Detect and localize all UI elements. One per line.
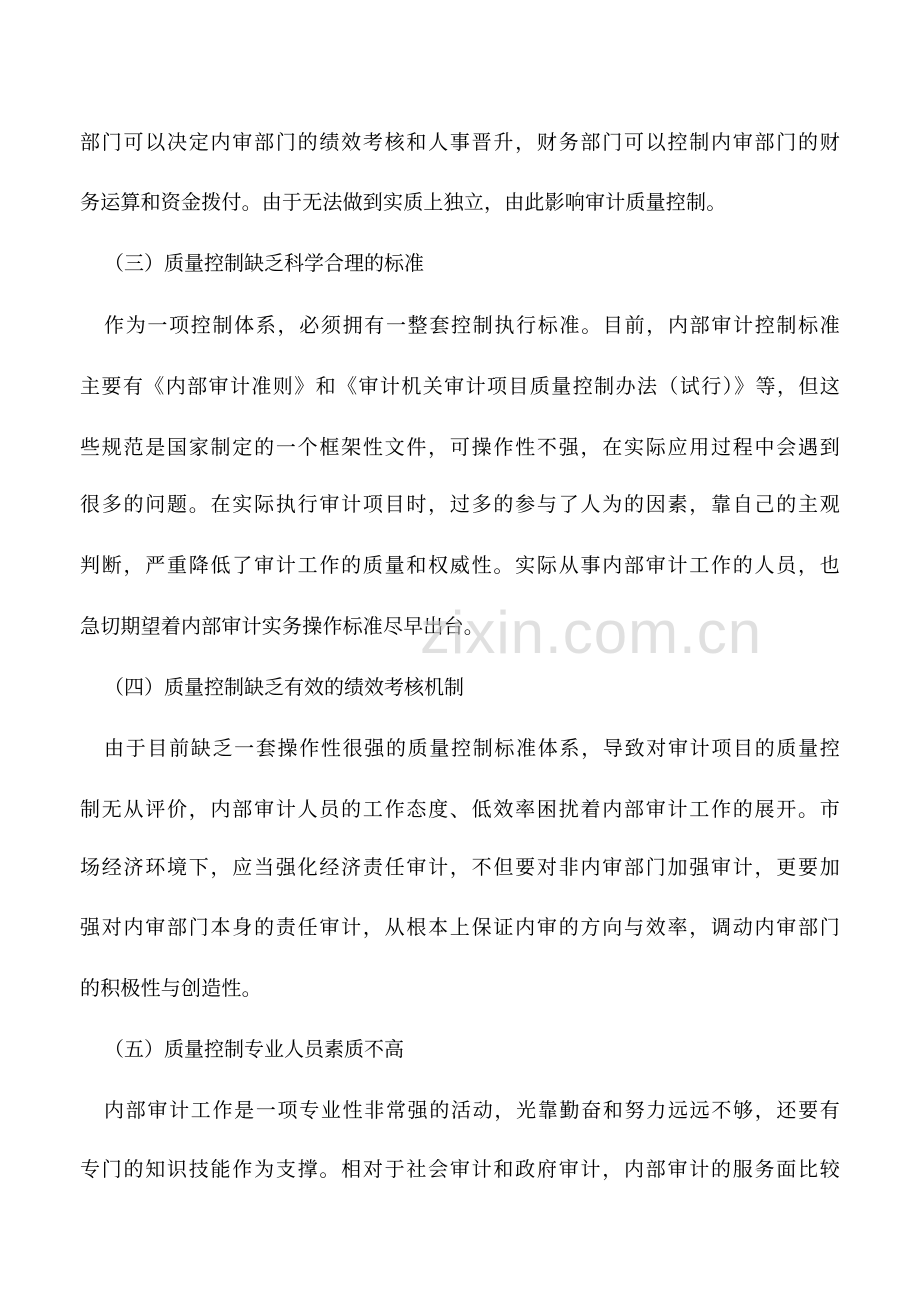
paragraph-2-line-3: 些规范是国家制定的一个框架性文件，可操作性不强，在实际应用过程中会遇到: [80, 435, 840, 459]
paragraph-2-line-2: 主要有《内部审计准则》和《审计机关审计项目质量控制办法（试行）》等，但这: [80, 374, 840, 398]
paragraph-2-line-1: 作为一项控制体系，必须拥有一整套控制执行标准。目前，内部审计控制标准: [104, 313, 840, 337]
paragraph-4-line-1: 内部审计工作是一项专业性非常强的活动，光靠勤奋和努力远远不够，还要有: [104, 1098, 840, 1122]
section-heading-5: （五）质量控制专业人员素质不高: [104, 1037, 404, 1061]
section-heading-3: （三）质量控制缺乏科学合理的标准: [104, 251, 424, 275]
watermark: zixin.com.cn: [420, 599, 763, 666]
paragraph-3-line-3: 场经济环境下，应当强化经济责任审计，不但要对非内审部门加强审计，更要加: [80, 855, 840, 879]
paragraph-3-line-2: 制无从评价，内部审计人员的工作态度、低效率困扰着内部审计工作的展开。市: [80, 797, 840, 821]
paragraph-1-line-1: 部门可以决定内审部门的绩效考核和人事晋升，财务部门可以控制内审部门的财: [80, 130, 840, 154]
paragraph-4-line-2: 专门的知识技能作为支撑。相对于社会审计和政府审计，内部审计的服务面比较: [80, 1157, 840, 1181]
paragraph-3-line-4: 强对内审部门本身的责任审计，从根本上保证内审的方向与效率，调动内审部门: [80, 915, 840, 939]
paragraph-2-line-5: 判断，严重降低了审计工作的质量和权威性。实际从事内部审计工作的人员，也: [80, 553, 840, 577]
paragraph-1-line-2: 务运算和资金拨付。由于无法做到实质上独立，由此影响审计质量控制。: [80, 190, 727, 214]
section-heading-4: （四）质量控制缺乏有效的绩效考核机制: [104, 675, 464, 699]
paragraph-3-line-1: 由于目前缺乏一套操作性很强的质量控制标准体系，导致对审计项目的质量控: [104, 736, 840, 760]
paragraph-2-line-6: 急切期望着内部审计实务操作标准尽早出台。: [80, 614, 484, 638]
paragraph-2-line-4: 很多的问题。在实际执行审计项目时，过多的参与了人为的因素，靠自己的主观: [80, 492, 840, 516]
paragraph-3-line-5: 的积极性与创造性。: [80, 976, 262, 1000]
